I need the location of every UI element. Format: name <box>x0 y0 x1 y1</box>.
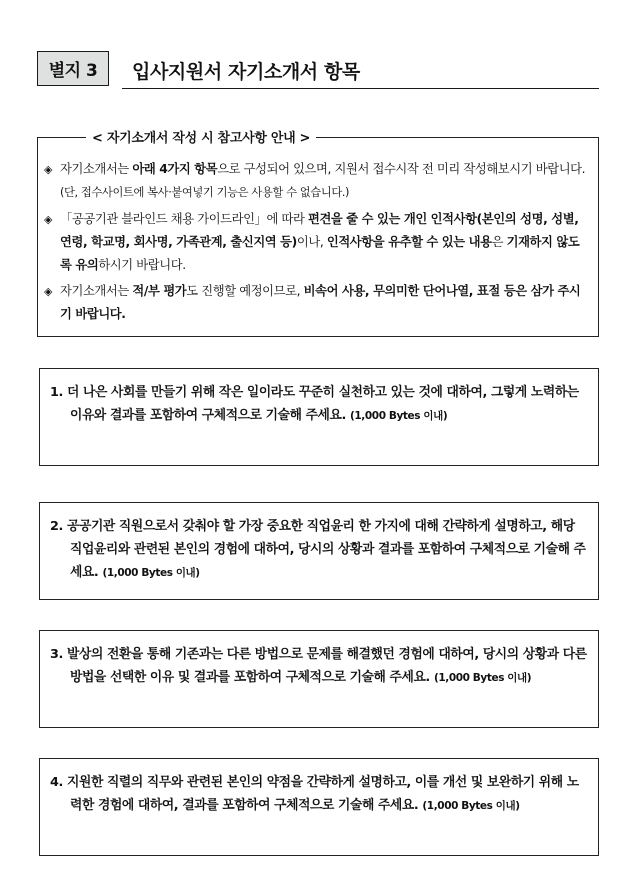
notice-text: 자기소개서는 <box>60 284 133 298</box>
diamond-bullet-icon: ◈ <box>44 213 53 226</box>
byte-limit-note: (1,000 Bytes 이내) <box>422 800 520 812</box>
notice-item-1 <box>44 158 588 204</box>
question-box-3 <box>39 630 599 728</box>
notice-text: 으로 구성되어 있으며, 지원서 접수시작 전 미리 작성해보시기 바랍니다. <box>217 162 586 176</box>
notice-text: 하시기 바랍니다. <box>98 258 186 272</box>
question-text: 2. 공공기관 직원으로서 갖춰야 할 가장 중요한 직업윤리 한 가지에 대해 간략하게 설명하고, 해당 직업윤리와 관련된 본인의 경험에 대하여, 당시의 상황과 결과를 포함하여 구체적으로 기술해 주세요. <box>50 519 586 580</box>
notice-text: 자기소개서는 <box>60 162 133 176</box>
notice-item-2 <box>44 208 588 277</box>
notice-emphasis: 인적사항을 유추할 수 있는 내용 <box>326 235 492 249</box>
question-box-2 <box>39 502 599 600</box>
notice-emphasis: 적/부 평가 <box>132 284 187 298</box>
page-title: 입사지원서 자기소개서 항목 <box>132 61 360 83</box>
question-box-1 <box>39 368 599 466</box>
title-underline <box>122 88 599 89</box>
question-text: 4. 지원한 직렬의 직무와 관련된 본인의 약점을 간략하게 설명하고, 이를 개선 및 보완하기 위해 노력한 경험에 대하여, 결과를 포함하여 구체적으로 기술해 주세요. <box>50 775 579 813</box>
page-header <box>37 51 599 89</box>
notice-text: 이나, <box>296 235 327 249</box>
notice-title: < 자기소개서 작성 시 참고사항 안내 > <box>86 127 316 146</box>
byte-limit-note: (1,000 Bytes 이내) <box>350 410 448 422</box>
notice-emphasis: 편견을 줄 수 있는 개인 인적사항(본인의 성명, 성별, 연령, 학교명, 회사명, 가족관계, 출신지역 등) <box>60 212 579 249</box>
notice-emphasis: 아래 4가지 항목 <box>132 162 218 176</box>
notice-emphasis: 기재하지 않도록 유의 <box>60 235 580 272</box>
question-box-4 <box>39 758 599 856</box>
notice-text: 도 진행할 예정이므로, <box>186 284 304 298</box>
notice-text: 은 <box>491 235 507 249</box>
notice-item-3 <box>44 280 588 326</box>
notice-text-small: (단, 접수사이트에 복사·붙여넣기 기능은 사용할 수 없습니다.) <box>60 186 350 199</box>
appendix-badge: 별지 3 <box>37 51 109 86</box>
notice-emphasis: 비속어 사용, 무의미한 단어나열, 표절 등은 삼가 주시기 바랍니다. <box>60 284 581 321</box>
notice-box <box>37 131 599 337</box>
diamond-bullet-icon: ◈ <box>44 285 53 298</box>
notice-text: 「공공기관 블라인드 채용 가이드라인」에 따라 <box>60 212 308 226</box>
byte-limit-note: (1,000 Bytes 이내) <box>433 672 532 684</box>
diamond-bullet-icon: ◈ <box>44 163 53 176</box>
byte-limit-note: (1,000 Bytes 이내) <box>102 567 200 579</box>
question-text: 3. 발상의 전환을 통해 기존과는 다른 방법으로 문제를 해결했던 경험에 대하여, 당시의 상황과 다른 방법을 선택한 이유 및 결과를 포함하여 구체적으로 기술해 주세요. <box>50 647 587 685</box>
question-text: 1. 더 나은 사회를 만들기 위해 작은 일이라도 꾸준히 실천하고 있는 것에 대하여, 그렇게 노력하는 이유와 결과를 포함하여 구체적으로 기술해 주세요. <box>50 385 579 423</box>
